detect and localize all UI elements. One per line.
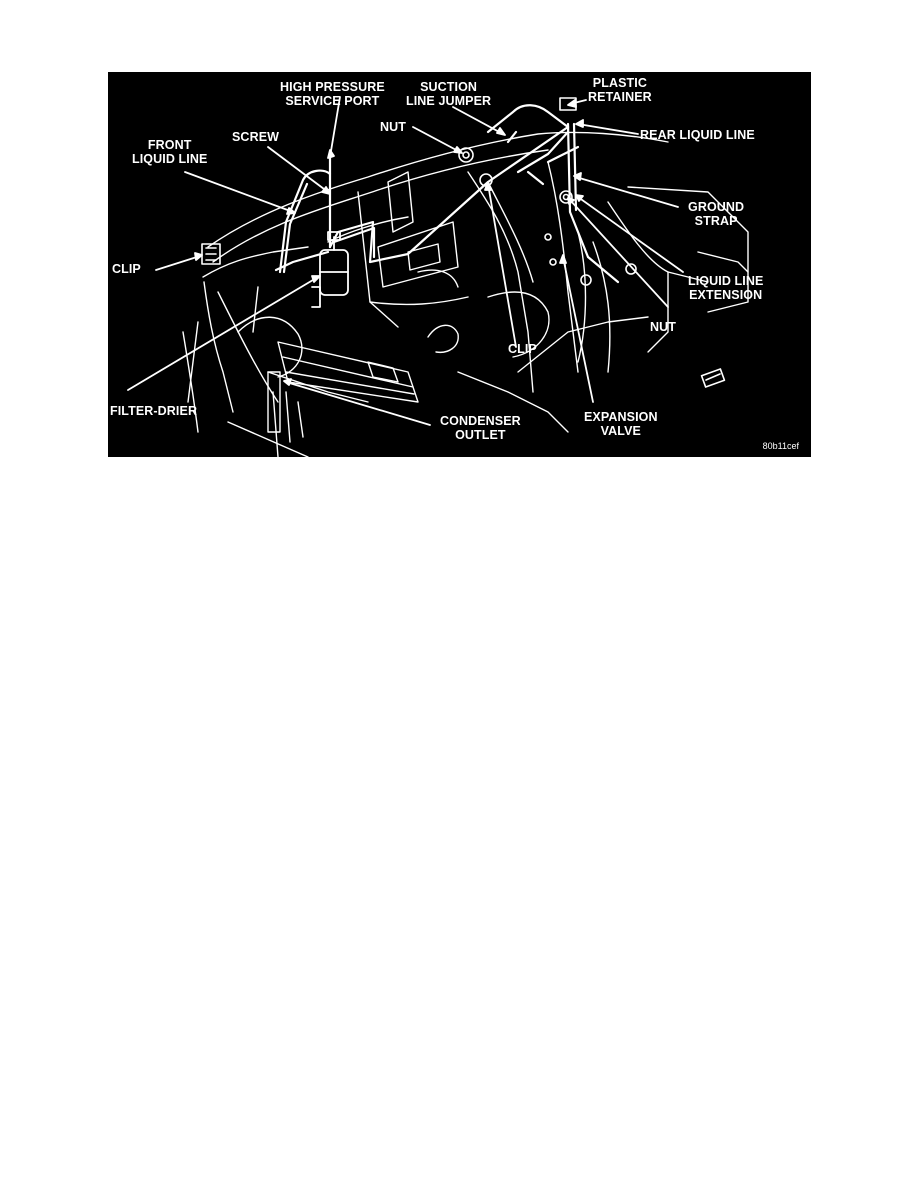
label-line: EXPANSION xyxy=(584,410,658,424)
label-line: LIQUID LINE xyxy=(688,274,764,288)
label-clip-left xyxy=(112,262,141,276)
label-line: CONDENSER xyxy=(440,414,521,428)
label-line: NUT xyxy=(380,120,406,134)
label-line: LIQUID LINE xyxy=(132,152,208,166)
label-screw xyxy=(232,130,279,144)
label-line: RETAINER xyxy=(588,90,652,104)
label-line: FRONT xyxy=(147,138,192,152)
label-filter-drier xyxy=(110,404,197,418)
label-rear-liquid-line xyxy=(640,128,755,142)
label-line: STRAP xyxy=(694,214,738,228)
label-line: CLIP xyxy=(112,262,141,276)
label-line: FILTER-DRIER xyxy=(110,404,198,418)
label-line: EXTENSION xyxy=(689,288,763,302)
label-suction-line-jumper xyxy=(406,80,491,108)
label-expansion-valve xyxy=(584,410,658,438)
label-front-liquid-line xyxy=(132,138,207,166)
ac-lines-diagram xyxy=(108,72,811,457)
label-line: VALVE xyxy=(600,424,641,438)
label-line: HIGH PRESSURE xyxy=(280,80,385,94)
label-line: SCREW xyxy=(232,130,280,144)
label-line: CLIP xyxy=(508,342,537,356)
figure-code: 80b11cef xyxy=(762,441,799,451)
label-line: GROUND xyxy=(688,200,745,214)
label-line: SERVICE PORT xyxy=(285,94,380,108)
label-line: LINE JUMPER xyxy=(406,94,492,108)
label-condenser-outlet xyxy=(440,414,521,442)
label-nut-lower xyxy=(650,320,676,334)
label-line: REAR LIQUID LINE xyxy=(640,128,755,142)
label-line: NUT xyxy=(650,320,676,334)
label-clip-center xyxy=(508,342,537,356)
label-ground-strap xyxy=(688,200,744,228)
label-nut-upper xyxy=(380,120,406,134)
label-line: SUCTION xyxy=(420,80,478,94)
label-plastic-retainer xyxy=(588,76,652,104)
label-high-pressure-service-port xyxy=(280,80,385,108)
label-line: PLASTIC xyxy=(592,76,647,90)
label-line: OUTLET xyxy=(455,428,506,442)
label-liquid-line-extension xyxy=(688,274,763,302)
